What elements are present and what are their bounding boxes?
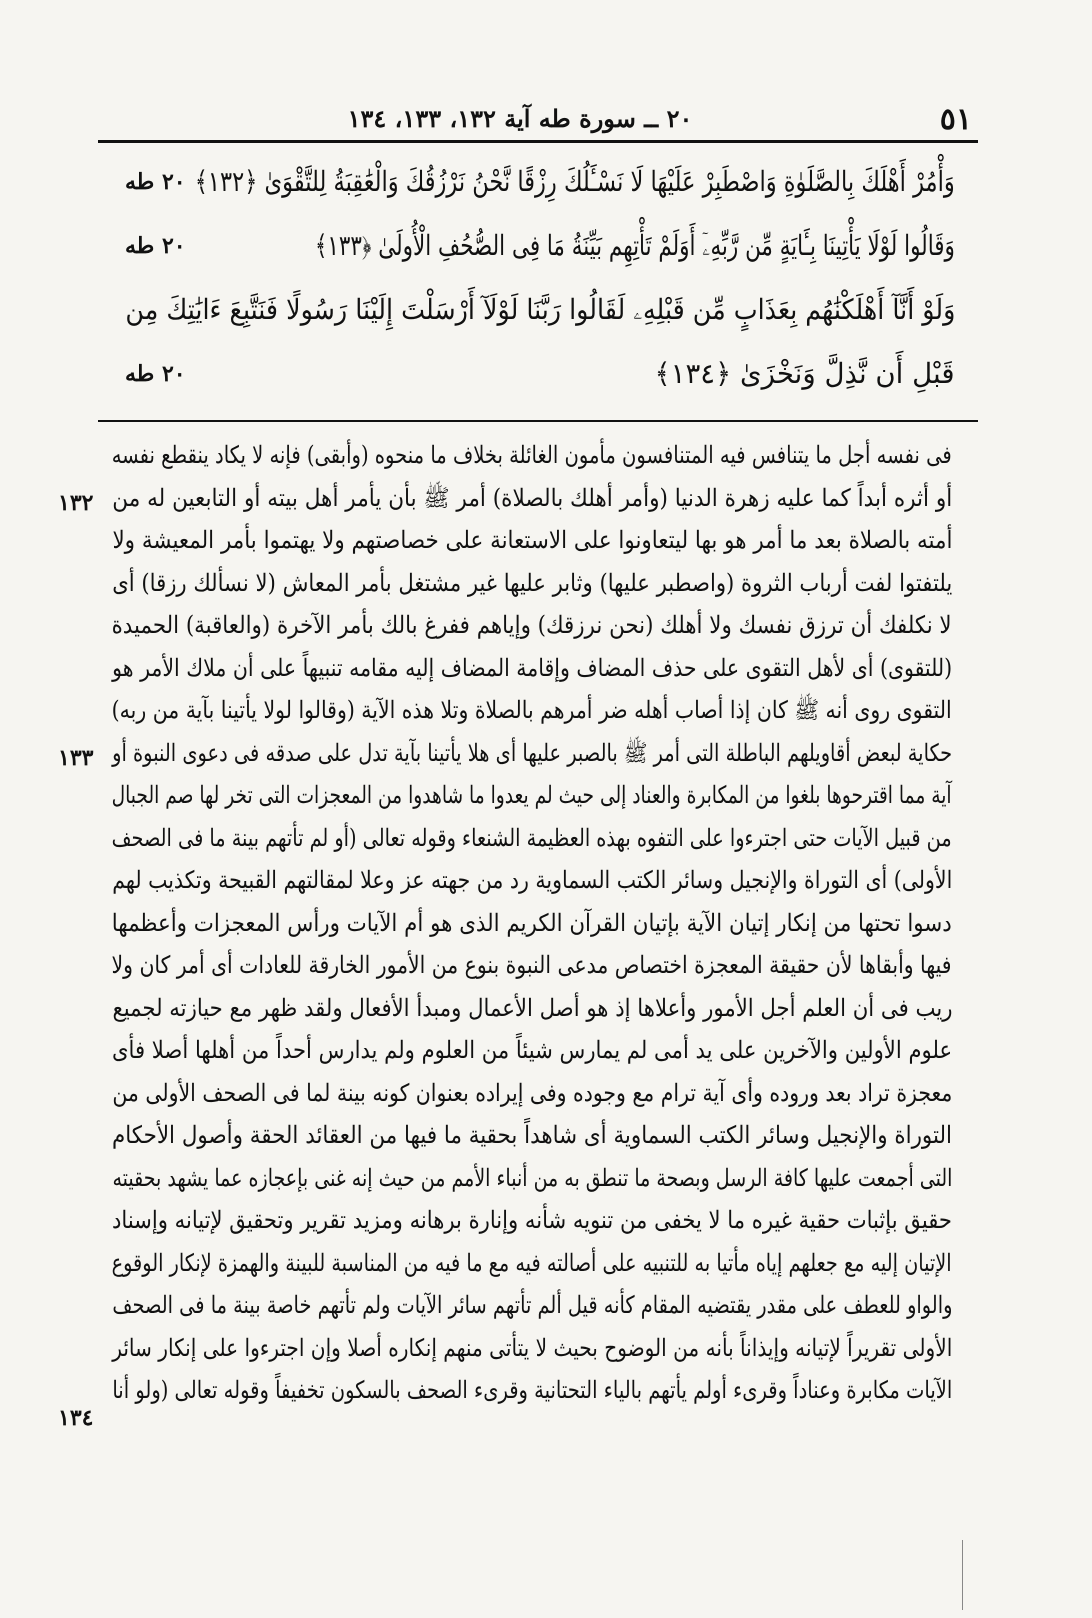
verse-line bbox=[125, 342, 955, 406]
commentary-line-text: دسوا تحتها من إنكار إتيان الآية بإتيان القرآن الكريم الذى هو أم الآيات ورأس المعجزات وأعظمها bbox=[111, 908, 952, 937]
commentary-line bbox=[112, 1157, 952, 1200]
verse-text: قَبْلِ أَن نَّذِلَّ وَنَخْزَىٰ ﴿١٣٤﴾ bbox=[654, 357, 955, 390]
header-rule bbox=[98, 140, 978, 143]
verse-reference: ٢٠ طه bbox=[125, 169, 186, 195]
verse-margin-number: ١٣٤ bbox=[58, 1405, 94, 1431]
verse-margin-number: ١٣٢ bbox=[58, 490, 94, 516]
commentary-line bbox=[112, 1327, 952, 1370]
commentary-line bbox=[112, 647, 952, 690]
verse-text: وَأْمُرْ أَهْلَكَ بِالصَّلَوٰةِ وَاصْطَبِرْ عَلَيْهَا لَا نَسْـَٔلُكَ رِزْقًا نَّحْنُ نَرْزُقُكَ وَالْعَٰقِبَةُ لِلتَّقْوَىٰ ﴿١٣٢﴾ bbox=[194, 165, 955, 198]
verse-line bbox=[125, 150, 955, 214]
commentary-line-text: حكاية لبعض أقاويلهم الباطلة التى أمر ﷺ بالصبر عليها أى هلا يأتينا بآية تدل على صدقه فى دعوى النبوة أو bbox=[111, 738, 952, 767]
commentary-line bbox=[112, 477, 952, 520]
verse-text: وَقَالُوا لَوْلَا يَأْتِينَا بِـَٔايَةٍ مِّن رَّبِّهِۦٓ أَوَلَمْ تَأْتِهِم بَيِّنَةُ مَا فِى الصُّحُفِ الْأُولَىٰ ﴿١٣٣﴾ bbox=[314, 229, 956, 262]
running-title: ٢٠ ــ سورة طه آية ١٣٢، ١٣٣، ١٣٤ bbox=[347, 104, 693, 133]
commentary-line bbox=[112, 1072, 952, 1115]
commentary-line-text: الآيات مكابرة وعناداً وقرىء أولم يأتهم بالياء التحتانية وقرىء الصحف بالسكون تخفيفاً وقوله تعالى (ولو أنا bbox=[112, 1376, 952, 1404]
verses-divider bbox=[98, 420, 978, 422]
commentary-line-text: الأولى تقريراً لإتيانه وإيذاناً بأنه من الوضوح بحيث لا يتأتى منهم إنكاره أصلا وإن اجترءوا على إنكار سائر bbox=[111, 1333, 952, 1362]
commentary-line-text: أمته بالصلاة بعد ما أمر هو بها ليتعاونوا على الاستعانة على خصاصتهم ولا يهتموا بأمر المعيشة ولا bbox=[111, 526, 952, 554]
commentary-line bbox=[112, 774, 952, 817]
commentary-line-text: علوم الأولين والآخرين على يد أمى لم يمارس شيئاً من العلوم ولم يدارس أحداً من أهلها أصلا فأى bbox=[111, 1036, 952, 1064]
commentary-line-text: فى نفسه أجل ما يتنافس فيه المتنافسون مأمون الغائلة بخلاف ما منحوه (وأبقى) فإنه لا يكاد ينقطع نفسه bbox=[111, 441, 952, 469]
verse-reference: ٢٠ طه bbox=[125, 361, 186, 387]
verse-text: وَلَوْ أَنَّآ أَهْلَكْنَٰهُم بِعَذَابٍ مِّن قَبْلِهِۦ لَقَالُوا رَبَّنَا لَوْلَآ أَرْسَلْتَ إِلَيْنَا رَسُولًا فَنَتَّبِعَ ءَايَٰتِكَ مِن bbox=[125, 293, 955, 326]
page-number: ٥١ bbox=[939, 102, 972, 137]
commentary-line bbox=[112, 689, 952, 732]
commentary-line-text: الإتيان إليه مع جعلهم إياه مأتيا به للتنبيه على أصالته فيه مع ما فيه من المناسبة للبينة والهمزة لإنكار الوقوع bbox=[112, 1248, 952, 1277]
commentary-line bbox=[112, 732, 952, 775]
commentary-line bbox=[112, 817, 952, 860]
verse-reference: ٢٠ طه bbox=[125, 233, 186, 259]
commentary-line-text: معجزة تراد بعد وروده وأى آية ترام مع وجوده وفى إيراده بعنوان كونه بينة لما فى الصحف الأولى من bbox=[112, 1078, 952, 1107]
commentary-line-text: لا نكلفك أن ترزق نفسك ولا أهلك (نحن نرزقك) وإياهم ففرغ بالك بأمر الآخرة (والعاقبة) الحميدة bbox=[111, 611, 952, 639]
verse-line bbox=[125, 214, 955, 278]
commentary-line-text: حقيق بإثبات حقية غيره ما لا يخفى من تنويه شأنه وإنارة برهانه ومزيد تقرير وتحقيق لإتيانه وإسناد bbox=[111, 1206, 952, 1234]
commentary-line bbox=[112, 562, 952, 605]
commentary-line bbox=[112, 944, 952, 987]
commentary-line bbox=[112, 1369, 952, 1412]
commentary-line bbox=[112, 1242, 952, 1285]
page-edge-mark bbox=[962, 1540, 963, 1610]
commentary-line bbox=[112, 987, 952, 1030]
commentary-line bbox=[112, 1199, 952, 1242]
commentary-line bbox=[112, 519, 952, 562]
commentary-line-text: ريب فى أن العلم أجل الأمور وأعلاها إذ هو أصل الأعمال ومبدأ الأفعال ولقد ظهر مع حيازته لجميع bbox=[111, 993, 952, 1022]
quran-verses bbox=[125, 150, 955, 406]
commentary-line-text: فيها وأبقاها لأن حقيقة المعجزة اختصاص مدعى النبوة بنوع من الأمور الخارقة للعادات أى أمر كان ولا bbox=[111, 951, 952, 979]
commentary-line bbox=[112, 1114, 952, 1157]
verse-line bbox=[125, 278, 955, 342]
commentary-line-text: أو أثره أبداً كما عليه زهرة الدنيا (وأمر أهلك بالصلاة) أمر ﷺ بأن يأمر أهل بيته أو التابعين له من bbox=[111, 483, 952, 512]
commentary-line-text: آية مما اقترحوها بلغوا من المكابرة والعناد إلى حيث لم يعدوا ما شاهدوا من المعجزات التى تخر لها صم الجبال bbox=[112, 781, 952, 809]
commentary-line-text: (للتقوى) أى لأهل التقوى على حذف المضاف وإقامة المضاف إليه مقامه تنبيهاً على أن ملاك الأمر هو bbox=[112, 653, 952, 682]
commentary-line-text: من قبيل الآيات حتى اجترءوا على التفوه بهذه العظيمة الشنعاء وقوله تعالى (أو لم تأتهم بينة ما فى الصحف bbox=[111, 823, 952, 852]
commentary-line-text: يلتفتوا لفت أرباب الثروة (واصطبر عليها) وثابر عليها غير مشتغل بأمر المعاش (لا نسألك رزقا) أى bbox=[111, 568, 952, 597]
commentary-line bbox=[112, 902, 952, 945]
page-header bbox=[100, 96, 980, 142]
commentary-line bbox=[112, 1284, 952, 1327]
commentary-line bbox=[112, 604, 952, 647]
commentary-line-text: والواو للعطف على مقدر يقتضيه المقام كأنه قيل ألم تأتهم سائر الآيات ولم تأتهم خاصة بينة ما فى الصحف bbox=[111, 1291, 952, 1319]
commentary-line-text: التى أجمعت عليها كافة الرسل وبصحة ما تنطق به من أنباء الأمم من حيث إنه غنى بإعجازه عما يشهد بحقيته bbox=[112, 1163, 952, 1192]
commentary-line bbox=[112, 434, 952, 477]
commentary-line-text: التقوى روى أنه ﷺ كان إذا أصاب أهله ضر أمرهم بالصلاة وتلا هذه الآية (وقالوا لولا يأتينا بآية من ربه) bbox=[112, 696, 952, 724]
commentary-text bbox=[112, 434, 952, 1412]
commentary-line bbox=[112, 1029, 952, 1072]
commentary-line bbox=[112, 859, 952, 902]
commentary-line-text: التوراة والإنجيل وسائر الكتب السماوية أى شاهداً بحقية ما فيها من العقائد الحقة وأصول الأحكام bbox=[112, 1121, 952, 1149]
commentary-line-text: الأولى) أى التوراة والإنجيل وسائر الكتب السماوية رد من جهته عز وعلا لمقالتهم القبيحة وتكذيب لهم bbox=[111, 866, 952, 894]
verse-margin-number: ١٣٣ bbox=[58, 745, 94, 771]
